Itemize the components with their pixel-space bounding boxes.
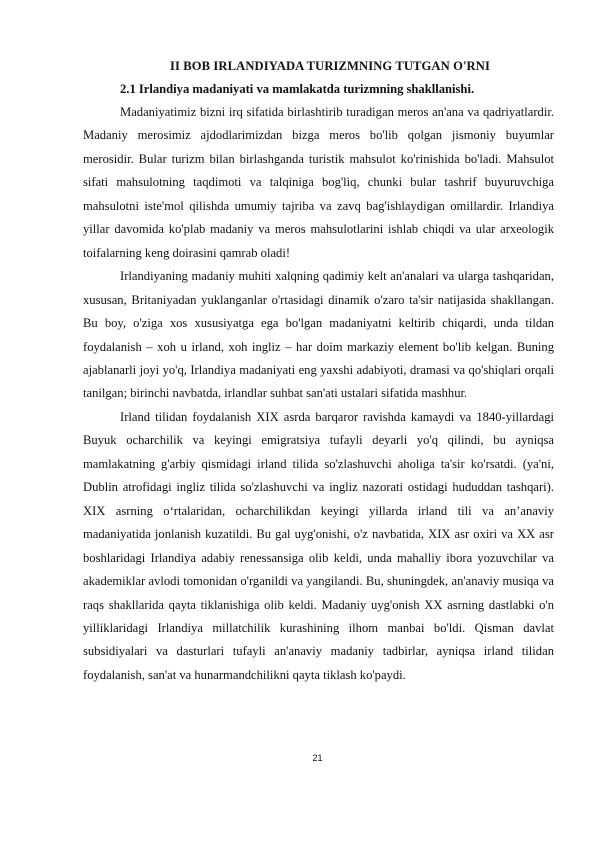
paragraph: Irlandiyaning madaniy muhiti xalqning qadimiy kelt an'analari va ularga tashqaridan, xususan, Britaniyadan yuklanganlar o'rtasidagi dinamik o'zaro ta'sir natijasida shakllangan. Bu boy, o'ziga xos xususiyatga ega bo'lgan madaniyatni keltirib chiqardi, unda tildan foydalanish – xoh u irland, xoh ingliz – har doim markaziy element bo'lib kelgan. Buning ajablanarli joyi yo'q, Irlandiya madaniyati eng yaxshi adabiyoti, dramasi va qo'shiqlari orqali tanilgan; birinchi navbatda, irlandlar suhbat san'ati ustalari sifatida mashhur. [83,269,554,401]
body-text [83,101,554,687]
paragraph: Irland tilidan foydalanish XIX asrda barqaror ravishda kamaydi va 1840-yillardagi Buyuk ocharchilik va keyingi emigratsiya tufayli deyarli yo'q qilindi, bu ayniqsa mamlakatning g'arbiy qismidagi irland tilida so'zlashuvchi aholiga ta'sir ko'rsatdi. (ya'ni, Dublin atrofidagi ingliz tilida so'zlashuvchi va ingliz nazorati ostidagi hududdan tashqari). XIX asrning o‘rtalaridan, ocharchilikdan keyingi yillarda irland tili va an’anaviy madaniyatida jonlanish kuzatildi. Bu gal uyg'onishi, o'z navbatida, XIX asr oxiri va XX asr boshlaridagi Irlandiya adabiy renessansiga olib keldi, unda mahalliy ibora yozuvchilar va akademiklar avlodi tomonidan o'rganildi va yangilandi. Bu, shuningdek, an'anaviy musiqa va raqs shakllarida qayta tiklanishiga olib keldi. Madaniy uyg'onish XX asrning dastlabki o'n yilliklaridagi Irlandiya millatchilik kurashining ilhom manbai bo'ldi. Qisman davlat subsidiyalari va dasturlari tufayli an'anaviy madaniy tadbirlar, ayniqsa irland tilidan foydalanish, san'at va hunarmandchilikni qayta tiklash ko'paydi. [83,409,554,682]
section-title: 2.1 Irlandiya madaniyati va mamlakatda turizmning shakllanishi. [120,82,475,96]
chapter-title: II BOB IRLANDIYADA TURIZMNING TUTGAN O'RNI [170,59,490,73]
page-number: 21 [312,753,323,763]
paragraph: Madaniyatimiz bizni irq sifatida birlashtirib turadigan meros an'ana va qadriyatlardir. Madaniy merosimiz ajdodlarimizdan bizga meros bo'lib qolgan jismoniy buyumlar merosidir. Bular turizm bilan birlashganda turistik mahsulot ko'rinishida bo'ladi. Mahsulot sifati mahsulotning taqdimoti va talqiniga bog'liq, chunki bular tashrif buyuruvchiga mahsulotni iste'mol qilishda umumiy tajriba va zavq bag'ishlaydigan omillardir. Irlandiya yillar davomida ko'plab madaniy va meros mahsulotlarini ishlab chiqdi va ular arxeologik toifalarning keng doirasini qamrab oladi! [83,105,554,260]
